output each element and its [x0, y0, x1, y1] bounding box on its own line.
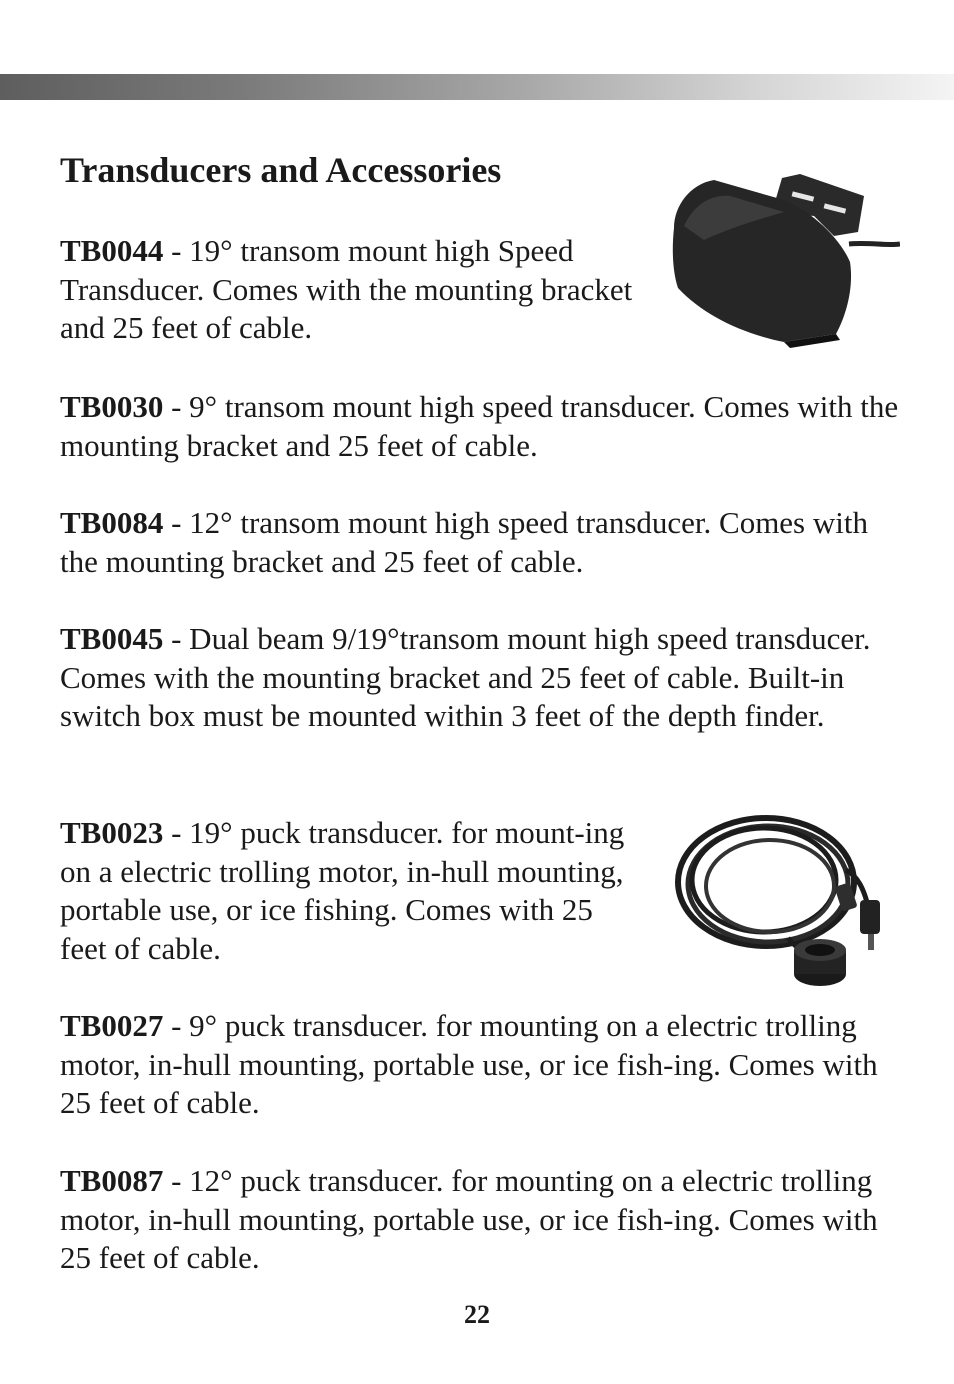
- product-code: TB0044: [60, 233, 164, 268]
- product-description: - 12° puck transducer. for mounting on a electric trolling motor, in-hull mounting, portable use, or ice fish-ing. Comes with 25 feet of cable.: [60, 1163, 878, 1276]
- product-code: TB0027: [60, 1008, 164, 1043]
- product-entry-tb0044: [60, 232, 645, 348]
- product-entry-tb0087: [60, 1162, 900, 1278]
- product-description: - 19° transom mount high Speed Transducer. Comes with the mounting bracket and 25 feet of cable.: [60, 233, 633, 346]
- product-entry-tb0023: [60, 814, 645, 969]
- product-entry-tb0027: [60, 1007, 900, 1123]
- product-code: TB0084: [60, 505, 164, 540]
- product-code: TB0030: [60, 389, 164, 424]
- page-title: Transducers and Accessories: [60, 150, 502, 190]
- product-description: - 19° puck transducer. for mount-ing on a electric trolling motor, in-hull mounting, portable use, or ice fishing. Comes with 25 feet of cable.: [60, 815, 625, 967]
- product-description: - 12° transom mount high speed transducer. Comes with the mounting bracket and 25 feet of cable.: [60, 505, 868, 579]
- product-code: TB0023: [60, 815, 164, 850]
- puck-transducer-photo: [668, 810, 900, 990]
- product-description: - 9° transom mount high speed transducer. Comes with the mounting bracket and 25 feet of cable.: [60, 389, 899, 463]
- product-entry-tb0045: [60, 620, 900, 736]
- product-entry-tb0030: [60, 388, 900, 465]
- page-number: 22: [464, 1300, 490, 1329]
- product-code: TB0045: [60, 621, 164, 656]
- header-gradient-bar: [0, 74, 954, 100]
- product-code: TB0087: [60, 1163, 164, 1198]
- product-entry-tb0084: [60, 504, 900, 581]
- product-description: - 9° puck transducer. for mounting on a electric trolling motor, in-hull mounting, portable use, or ice fish-ing. Comes with 25 feet of cable.: [60, 1008, 878, 1121]
- product-description: - Dual beam 9/19°transom mount high speed transducer. Comes with the mounting bracket and 25 feet of cable. Built-in switch box must be mounted within 3 feet of the depth finder.: [60, 621, 871, 734]
- transom-transducer-photo: [664, 166, 900, 348]
